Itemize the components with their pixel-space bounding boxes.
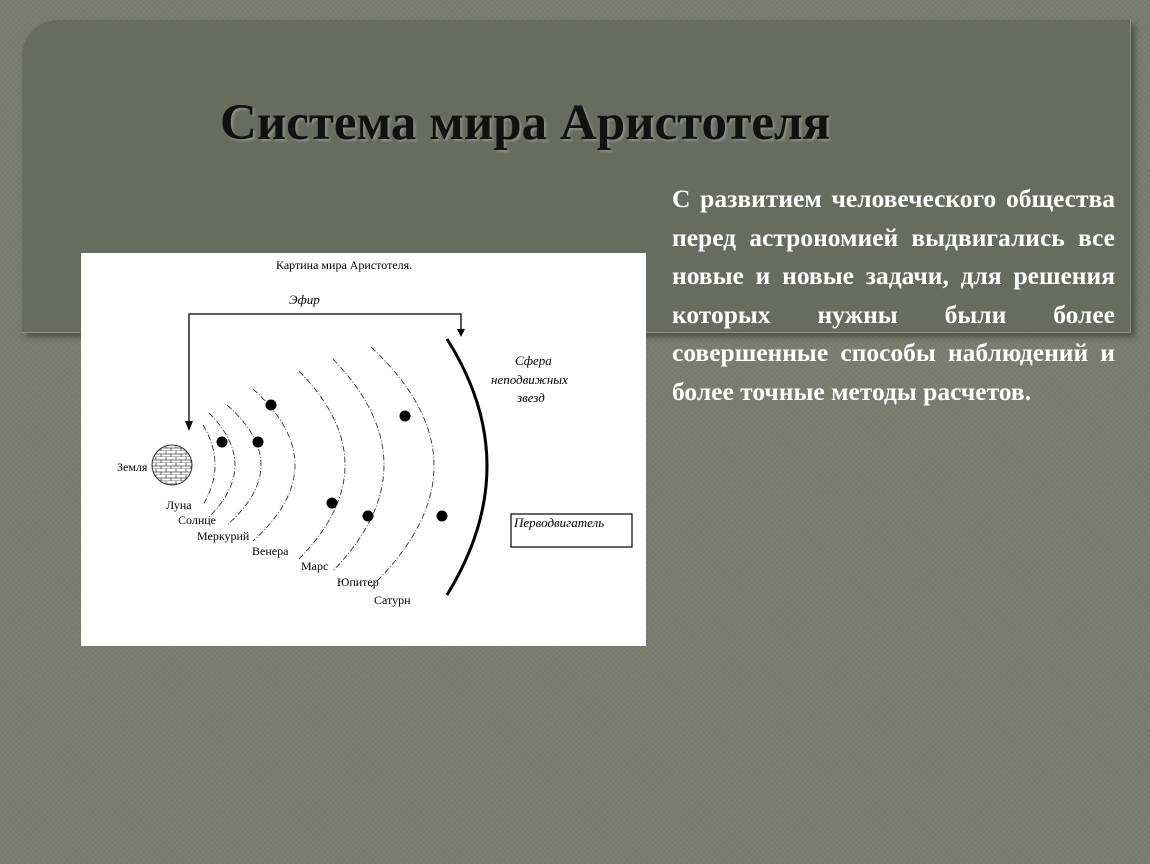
planet-dot-mars xyxy=(363,511,374,522)
diagram-svg xyxy=(81,253,646,646)
sphere-arc-sun xyxy=(209,413,235,517)
body-label-saturn: Сатурн xyxy=(374,593,411,607)
aristotle-world-diagram xyxy=(81,253,646,646)
body-label-jupiter: Юпитер xyxy=(337,575,379,589)
fixed-stars-label-line3: звезд xyxy=(517,390,545,405)
earth-globe xyxy=(152,445,192,485)
sphere-arc-mercury xyxy=(227,405,261,525)
sphere-arc-moon xyxy=(203,425,215,505)
planet-dot-venus xyxy=(327,498,338,509)
planet-dot-sun xyxy=(253,437,264,448)
ether-label: Эфир xyxy=(289,292,320,307)
body-label-venus: Венера xyxy=(252,544,289,558)
body-label-moon: Луна xyxy=(166,498,192,512)
sphere-arc-venus xyxy=(253,389,295,541)
fixed-stars-label-line2: неподвижных xyxy=(491,372,568,387)
planet-dot-saturn xyxy=(437,511,448,522)
fixed-stars-sphere xyxy=(447,339,487,595)
ether-arrow-line xyxy=(189,314,461,421)
body-label-mars: Марс xyxy=(301,559,329,573)
sphere-arc-saturn xyxy=(371,347,434,587)
ether-arrowhead-right xyxy=(457,329,465,337)
slide-paragraph: С развитием человеческого общества перед астрономией выдвигались все новые и новые задачи, для решения которых нужны были более совершенные способы наблюдений и более точные методы расчетов. xyxy=(672,184,1115,406)
planet-spheres xyxy=(203,347,434,587)
fixed-stars-label-line1: Сфера xyxy=(515,353,552,368)
body-label-sun: Солнце xyxy=(178,513,217,527)
sphere-arc-mars xyxy=(299,371,345,559)
slide-title: Система мира Аристотеля xyxy=(220,95,831,151)
body-label-mercury: Меркурий xyxy=(197,529,250,543)
earth-label: Земля xyxy=(117,460,148,474)
prime-mover-label: Перводвигатель xyxy=(514,515,605,530)
diagram-caption: Картина мира Аристотеля. xyxy=(276,258,413,272)
planet-dot-mercury xyxy=(266,400,277,411)
sphere-arc-jupiter xyxy=(333,359,384,571)
ether-arrowhead-left xyxy=(185,421,193,431)
planet-dot-jupiter xyxy=(400,411,411,422)
planet-dot-moon xyxy=(217,437,228,448)
